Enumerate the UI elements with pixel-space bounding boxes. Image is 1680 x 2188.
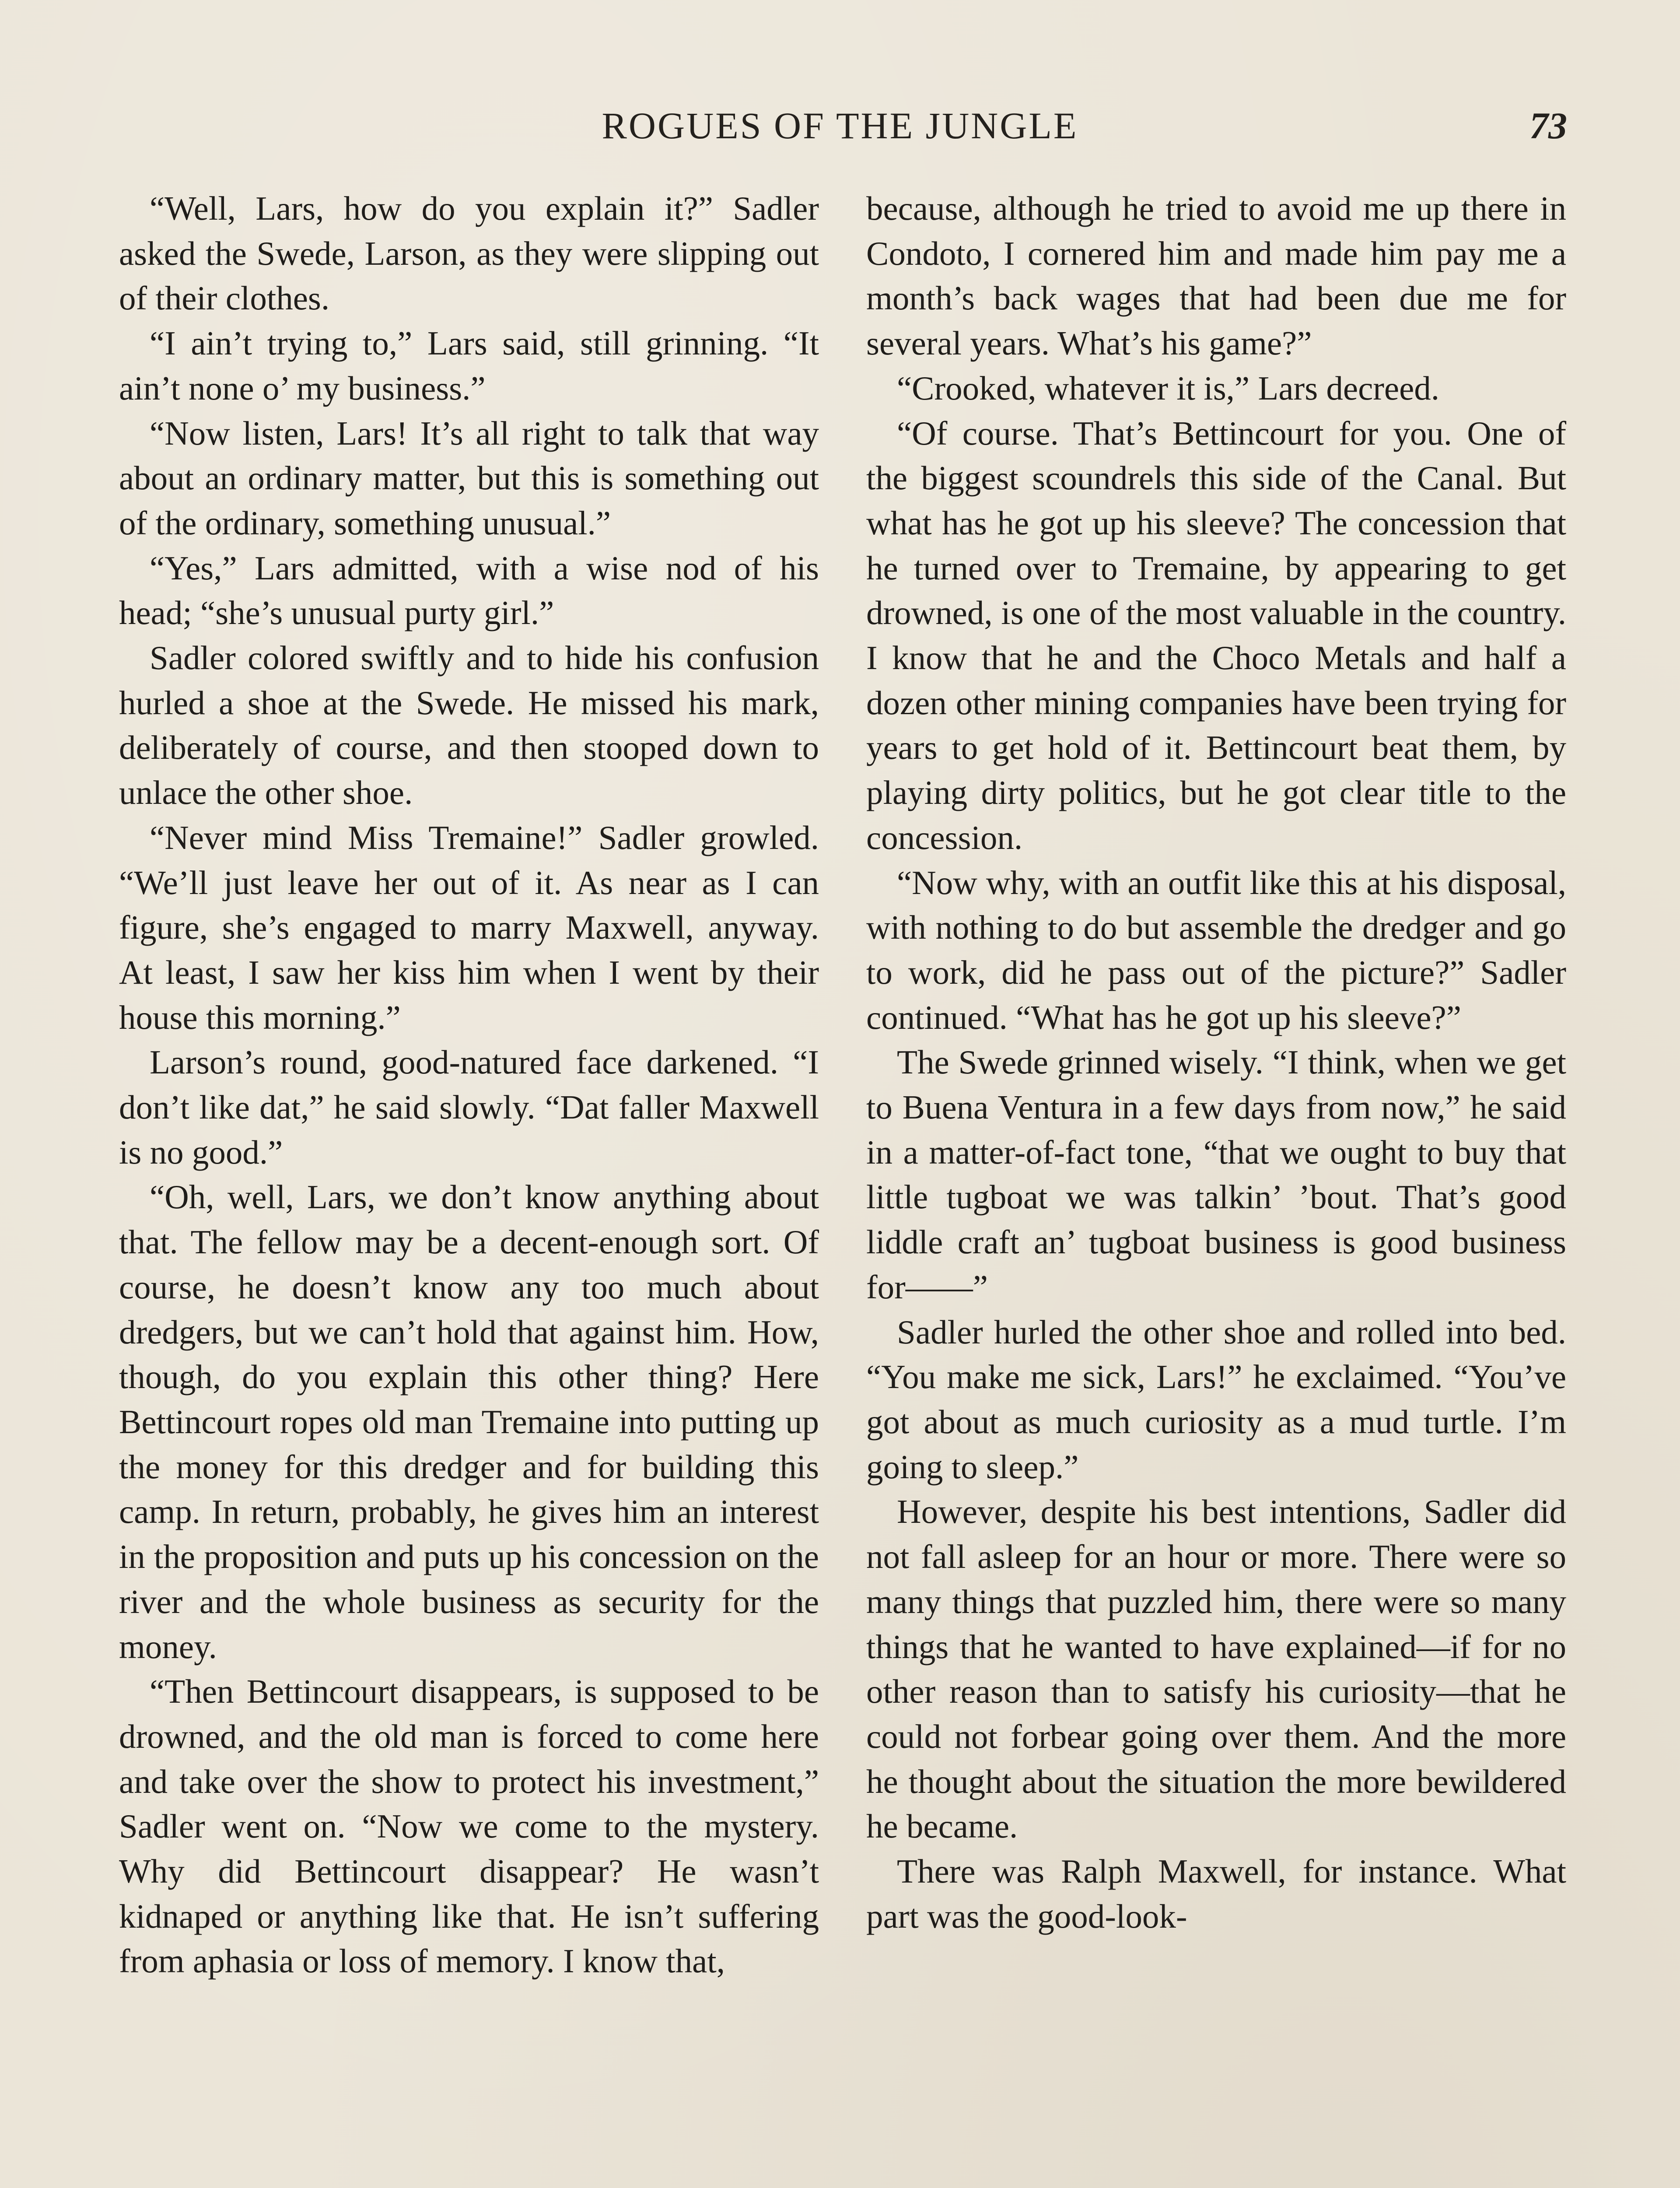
page-number: 73 bbox=[1530, 105, 1567, 147]
paragraph: “Oh, well, Lars, we don’t know anything about that. The fellow may be a decent-enough sort. Of course, he doesn’t know any too much about dredgers, but we can’t hold that against him. How, though, do you explain this other thing? Here Bettincourt ropes old man Tremaine into putting up the money for this dredger and for building this camp. In return, probably, he gives him an interest in the proposition and puts up his concession on the river and the whole business as security for the money. bbox=[119, 1178, 819, 1666]
paragraph-continued: because, although he tried to avoid me up there in Condoto, I cornered him and made him pay me a month’s back wages that had been due me for several years. What’s his game?” bbox=[866, 189, 1566, 362]
paragraph: Sadler colored swiftly and to hide his confusion hurled a shoe at the Swede. He missed his mark, deliberately of course, and then stooped down to unlace the other shoe. bbox=[119, 639, 819, 812]
paragraph: “Yes,” Lars admitted, with a wise nod of his head; “she’s unusual purty girl.” bbox=[119, 549, 819, 632]
paragraph: “Now listen, Lars! It’s all right to talk that way about an ordinary matter, but this is something out of the ordinary, something unusual.” bbox=[119, 414, 819, 542]
paragraph: “Well, Lars, how do you explain it?” Sadler asked the Swede, Larson, as they were slipping out of their clothes. bbox=[119, 189, 819, 317]
paragraph: “Then Bettincourt disappears, is supposed to be drowned, and the old man is forced to come here and take over the show to protect his investment,” Sadler went on. “Now we come to the mystery. Why did Bettincourt disappear? He wasn’t kidnaped or anything like that. He isn’t suffering from aphasia or loss of memory. I know that, bbox=[119, 1673, 819, 1980]
paragraph: There was Ralph Maxwell, for instance. What part was the good-look- bbox=[866, 1852, 1566, 1935]
paragraph: “Of course. That’s Bettincourt for you. One of the biggest scoundrels this side of the Canal. But what has he got up his sleeve? The concession that he turned over to Tremaine, by appearing to get drowned, is one of the most valuable in the country. I know that he and the Choco Metals and half a dozen other mining companies have been trying for years to get hold of it. Bettincourt beat them, by playing dirty politics, but he got clear title to the concession. bbox=[866, 414, 1566, 856]
paragraph: Larson’s round, good-natured face darkened. “I don’t like dat,” he said slowly. “Dat faller Maxwell is no good.” bbox=[119, 1043, 819, 1171]
paragraph: Sadler hurled the other shoe and rolled into bed. “You make me sick, Lars!” he exclaimed. “You’ve got about as much curiosity as a mud turtle. I’m going to sleep.” bbox=[866, 1313, 1566, 1486]
running-title: ROGUES OF THE JUNGLE bbox=[602, 105, 1078, 147]
paragraph: However, despite his best intentions, Sadler did not fall asleep for an hour or more. There were so many things that puzzled him, there were so many things that he wanted to have explained—if for no other reason than to satisfy his curiosity—that he could not forbear going over them. And the more he thought about the situation the more bewildered he became. bbox=[866, 1493, 1566, 1845]
paragraph: The Swede grinned wisely. “I think, when we get to Buena Ventura in a few days from now,” he said in a matter-of-fact tone, “that we ought to buy that little tugboat we was talkin’ ’bout. That’s good liddle craft an’ tugboat business is good business for——” bbox=[866, 1043, 1566, 1306]
paragraph: “Never mind Miss Tremaine!” Sadler growled. “We’ll just leave her out of it. As near as I can figure, she’s engaged to marry Maxwell, anyway. At least, I saw her kiss him when I went by their house this morning.” bbox=[119, 818, 819, 1036]
paragraph: “I ain’t trying to,” Lars said, still grinning. “It ain’t none o’ my business.” bbox=[119, 324, 819, 407]
paragraph: “Now why, with an outfit like this at his disposal, with nothing to do but assemble the dredger and go to work, did he pass out of the picture?” Sadler continued. “What has he got up his sleeve?” bbox=[866, 863, 1566, 1036]
paragraph: “Crooked, whatever it is,” Lars decreed. bbox=[897, 369, 1440, 407]
running-head bbox=[0, 102, 1680, 150]
left-column bbox=[119, 186, 819, 1984]
right-column bbox=[866, 186, 1566, 1939]
